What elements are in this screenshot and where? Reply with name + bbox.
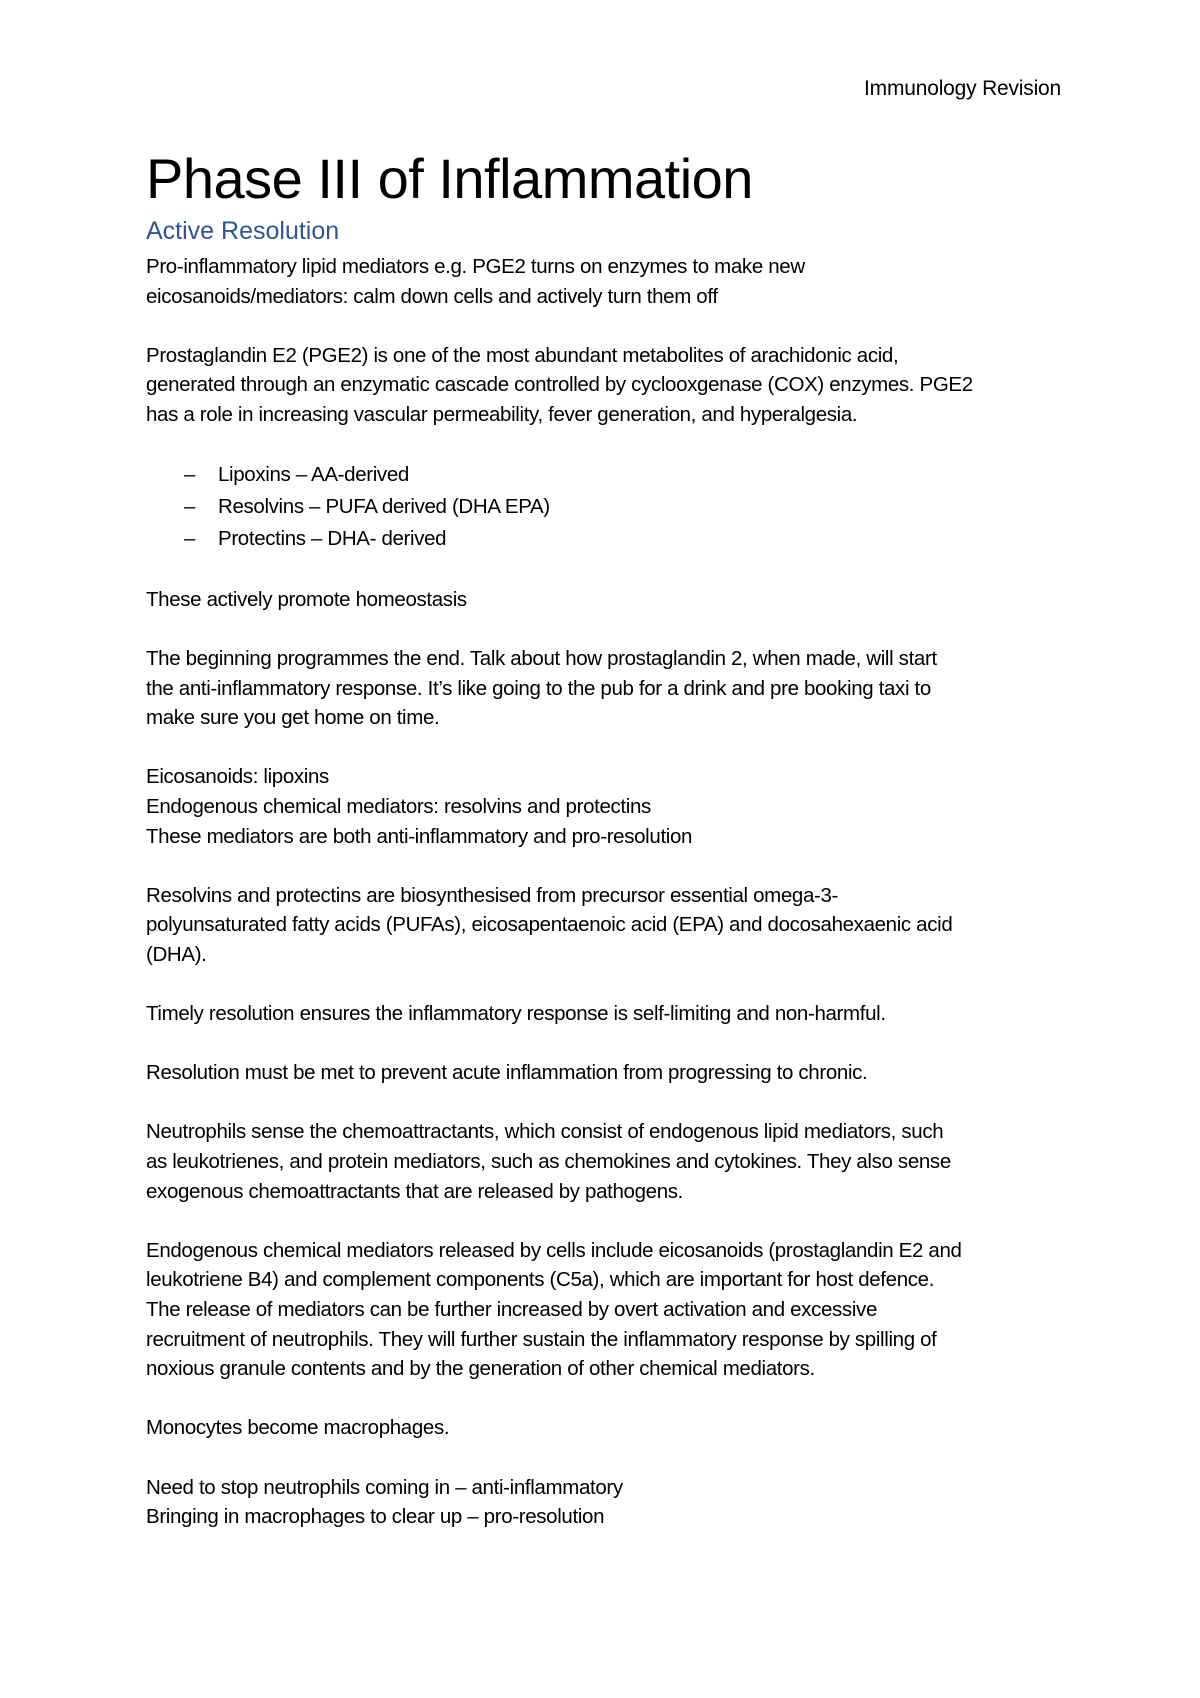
- page-header: Immunology Revision: [864, 77, 1061, 100]
- document-title: Phase III of Inflammation: [146, 147, 753, 210]
- text-line: Bringing in macrophages to clear up – pro-resolution: [146, 1505, 605, 1529]
- text-line: Eicosanoids: lipoxins: [146, 765, 329, 789]
- list-item: – Lipoxins – AA-derived: [146, 459, 1066, 491]
- text-line: polyunsaturated fatty acids (PUFAs), eicosapentaenoic acid (EPA) and docosahexaenic acid: [146, 913, 953, 937]
- text-line: recruitment of neutrophils. They will further sustain the inflammatory response by spilling of: [146, 1327, 937, 1351]
- dash-bullet: –: [184, 527, 196, 551]
- section-heading: Active Resolution: [146, 217, 340, 245]
- text-line: (DHA).: [146, 942, 207, 966]
- text-line: make sure you get home on time.: [146, 706, 440, 730]
- text-line: has a role in increasing vascular permeability, fever generation, and hyperalgesia.: [146, 402, 858, 426]
- paragraph-neutrophils-macrophages: [146, 1473, 1066, 1532]
- text-line: as leukotrienes, and protein mediators, such as chemokines and cytokines. They also sense: [146, 1150, 951, 1174]
- paragraph-beginning-programmes-end: [146, 644, 1066, 733]
- text-line: Resolvins and protectins are biosynthesised from precursor essential omega-3-: [146, 883, 839, 907]
- paragraph-monocytes: Monocytes become macrophages.: [146, 1416, 450, 1440]
- text-line: Endogenous chemical mediators released by cells include eicosanoids (prostaglandin E2 and: [146, 1238, 962, 1262]
- text-line: These mediators are both anti-inflammatory and pro-resolution: [146, 824, 693, 848]
- text-line: Pro-inflammatory lipid mediators e.g. PGE2 turns on enzymes to make new: [146, 255, 805, 278]
- text-line: Neutrophils sense the chemoattractants, which consist of endogenous lipid mediators, such: [146, 1120, 944, 1144]
- dash-bullet: –: [184, 495, 196, 519]
- document-body: [146, 146, 1066, 1532]
- paragraph-pge2: [146, 341, 1066, 430]
- text-line: generated through an enzymatic cascade controlled by cyclooxgenase (COX) enzymes. PGE2: [146, 373, 973, 397]
- list-item: – Resolvins – PUFA derived (DHA EPA): [146, 491, 1066, 523]
- text-line: the anti-inflammatory response. It’s like going to the pub for a drink and pre booking taxi to: [146, 676, 931, 700]
- paragraph-lipid-mediators: [146, 252, 1066, 311]
- paragraph-resolution-chronic: Resolution must be met to prevent acute inflammation from progressing to chronic.: [146, 1061, 868, 1085]
- paragraph-eicosanoids: [146, 762, 1066, 851]
- paragraph-timely-resolution: Timely resolution ensures the inflammatory response is self-limiting and non-harmful.: [146, 1002, 886, 1026]
- text-line: Need to stop neutrophils coming in – anti-inflammatory: [146, 1475, 623, 1499]
- text-line: The beginning programmes the end. Talk about how prostaglandin 2, when made, will start: [146, 646, 937, 670]
- paragraph-resolvins-protectins: [146, 881, 1066, 970]
- text-line: Endogenous chemical mediators: resolvins and protectins: [146, 794, 651, 818]
- text-line: The release of mediators can be further increased by overt activation and excessive: [146, 1298, 877, 1321]
- text-line: noxious granule contents and by the generation of other chemical mediators.: [146, 1357, 815, 1381]
- dash-bullet: –: [184, 463, 196, 487]
- mediator-list: [146, 459, 1066, 555]
- paragraph-homeostasis: These actively promote homeostasis: [146, 587, 467, 611]
- paragraph-endogenous-mediators: [146, 1236, 1066, 1384]
- list-item: – Protectins – DHA- derived: [146, 523, 1066, 555]
- text-line: leukotriene B4) and complement components (C5a), which are important for host defence.: [146, 1268, 935, 1292]
- paragraph-neutrophils: [146, 1117, 1066, 1206]
- text-line: exogenous chemoattractants that are released by pathogens.: [146, 1179, 683, 1203]
- text-line: eicosanoids/mediators: calm down cells and actively turn them off: [146, 284, 718, 308]
- text-line: Prostaglandin E2 (PGE2) is one of the most abundant metabolites of arachidonic acid,: [146, 343, 899, 367]
